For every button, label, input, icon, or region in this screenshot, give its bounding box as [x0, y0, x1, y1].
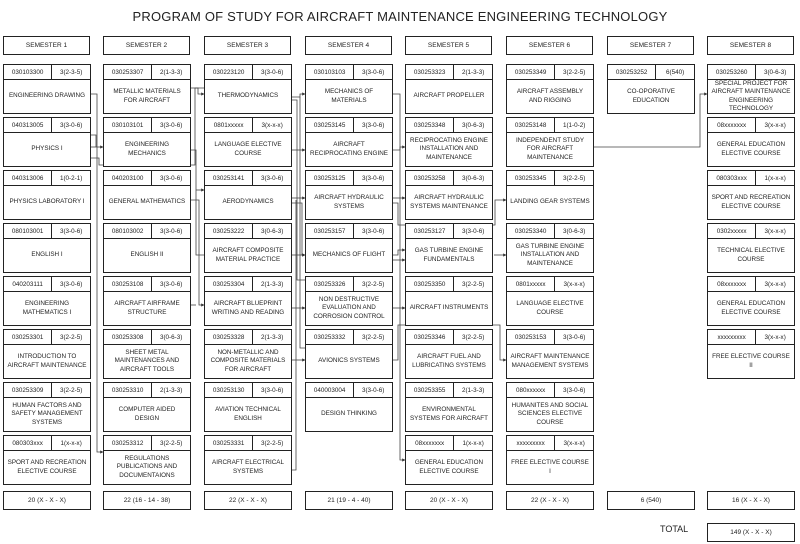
- course-code: 030253350: [406, 277, 454, 291]
- course-header: [406, 65, 492, 80]
- course-card: [204, 223, 292, 273]
- course-card: [506, 170, 594, 220]
- course-credits: 3(x-x-x): [261, 121, 283, 129]
- course-credits: 3(3-0-6): [361, 227, 385, 235]
- course-card: [506, 223, 594, 273]
- course-card: [506, 435, 594, 485]
- course-credits: 1(0-2-1): [59, 174, 83, 182]
- course-credits: 3(2-3-5): [59, 68, 83, 76]
- course-code: 040313005: [4, 118, 52, 132]
- course-card: [506, 329, 594, 379]
- course-header: [708, 118, 794, 133]
- course-name: GAS TURBINE ENGINE INSTALLATION AND MAINTENANCE: [515, 242, 585, 267]
- course-credits: 3(3-0-6): [562, 386, 586, 394]
- course-credits: 3(3-0-6): [461, 227, 485, 235]
- course-name: INTRODUCTION TO AIRCRAFT MAINTENANCE: [7, 353, 87, 369]
- semester-4-header: SEMESTER 4: [305, 36, 392, 55]
- course-header: [104, 65, 190, 80]
- course-name: AIRCRAFT ELECTRICAL SYSTEMS: [212, 459, 284, 475]
- course-name: LANDING GEAR SYSTEMS: [510, 198, 590, 206]
- course-name: AIRCRAFT HYDRAULIC SYSTEMS MAINTENANCE: [410, 194, 488, 210]
- course-name: FREE ELECTIVE COURSE II: [712, 353, 790, 369]
- course-code: 030253310: [104, 383, 152, 397]
- course-credits: 3(3-0-6): [159, 227, 183, 235]
- course-name: PHYSICS LABORATORY I: [9, 198, 85, 206]
- course-header: [205, 330, 291, 345]
- course-credits: 3(2-2-5): [159, 439, 183, 447]
- course-name: AERODYNAMICS: [222, 198, 274, 206]
- course-card: [506, 64, 594, 114]
- course-card: [405, 117, 493, 167]
- course-name: ENGINEERING MECHANICS: [124, 141, 170, 157]
- course-header: [104, 171, 190, 186]
- course-code: 030253108: [104, 277, 152, 291]
- course-code: xxxxxxxxx: [708, 330, 756, 344]
- course-code: 030253346: [406, 330, 454, 344]
- course-card: [305, 117, 393, 167]
- course-code: 0801xxxxx: [507, 277, 555, 291]
- course-card: [103, 276, 191, 326]
- course-credits: 3(3-0-6): [159, 174, 183, 182]
- course-header: [4, 436, 90, 451]
- course-card: [405, 435, 493, 485]
- course-code: 030103101: [104, 118, 152, 132]
- course-name: MECHANICS OF MATERIALS: [324, 88, 374, 104]
- grand-total-label: TOTAL: [660, 524, 689, 534]
- course-code: 040003004: [306, 383, 354, 397]
- course-credits: 3(3-0-6): [260, 174, 284, 182]
- course-card: [405, 170, 493, 220]
- course-credits: 3(2-2-5): [461, 280, 485, 288]
- course-header: [104, 224, 190, 239]
- course-credits: 3(x-x-x): [764, 333, 786, 341]
- course-code: 030253260: [708, 65, 756, 79]
- course-credits: 3(0-6-3): [461, 174, 485, 182]
- course-credits: 1(x-x-x): [462, 439, 484, 447]
- course-credits: 3(x-x-x): [764, 227, 786, 235]
- course-credits: 3(2-2-5): [361, 333, 385, 341]
- course-credits: 6(540): [666, 68, 685, 76]
- course-header: [406, 171, 492, 186]
- semester-8-total: 16 (X - X - X): [707, 491, 795, 510]
- course-header: [406, 224, 492, 239]
- course-header: [708, 224, 794, 239]
- course-header: [507, 118, 593, 133]
- course-header: [708, 330, 794, 345]
- semester-2-header: SEMESTER 2: [103, 36, 190, 55]
- semester-8-header: SEMESTER 8: [707, 36, 794, 55]
- course-card: [103, 382, 191, 432]
- course-code: 030253157: [306, 224, 354, 238]
- course-header: [4, 118, 90, 133]
- course-credits: 3(0-6-3): [562, 227, 586, 235]
- course-card: [3, 382, 91, 432]
- course-header: [507, 436, 593, 451]
- course-card: [103, 64, 191, 114]
- course-code: 030253141: [205, 171, 253, 185]
- course-name: AIRCRAFT BLUEPRINT WRITING AND READING: [211, 300, 285, 316]
- course-code: 080303xxx: [4, 436, 52, 450]
- course-card: [405, 329, 493, 379]
- course-card: [103, 223, 191, 273]
- course-header: [205, 224, 291, 239]
- course-header: [306, 224, 392, 239]
- course-card: [103, 329, 191, 379]
- course-header: [708, 171, 794, 186]
- course-card: [103, 435, 191, 485]
- course-credits: 3(3-0-6): [159, 280, 183, 288]
- course-code: 080103001: [4, 224, 52, 238]
- course-code: xxxxxxxxx: [507, 436, 555, 450]
- course-header: [306, 277, 392, 292]
- course-card: [707, 117, 795, 167]
- course-name: AIRCRAFT COMPOSITE MATERIAL PRACTICE: [212, 247, 284, 263]
- course-credits: 3(3-0-6): [562, 333, 586, 341]
- course-credits: 3(x-x-x): [563, 280, 585, 288]
- course-card: [204, 329, 292, 379]
- course-name: CO-OPORATIVE EDUCATION: [627, 88, 675, 104]
- course-header: [507, 383, 593, 398]
- course-card: [607, 64, 695, 114]
- course-card: [103, 117, 191, 167]
- course-card: [3, 117, 91, 167]
- course-credits: 3(3-0-6): [361, 386, 385, 394]
- course-name: ENVIRONMENTAL SYSTEMS FOR AIRCRAFT: [409, 406, 489, 422]
- page-title: PROGRAM OF STUDY FOR AIRCRAFT MAINTENANCE ENGINEERING TECHNOLOGY: [132, 9, 668, 24]
- course-header: [708, 277, 794, 292]
- course-card: [204, 435, 292, 485]
- course-credits: 3(2-2-5): [361, 280, 385, 288]
- course-name: LANGUAGE ELECTIVE COURSE: [516, 300, 584, 316]
- course-code: 030223120: [205, 65, 253, 79]
- course-name: NON DESTRUCTIVE EVALUATION AND CORROSION CONTROL: [313, 295, 385, 320]
- course-code: 030253127: [406, 224, 454, 238]
- course-code: 030253312: [104, 436, 152, 450]
- course-card: [305, 170, 393, 220]
- course-code: 080303xxx: [708, 171, 756, 185]
- course-credits: 3(x-x-x): [563, 439, 585, 447]
- course-code: 030103103: [306, 65, 354, 79]
- course-card: [3, 170, 91, 220]
- course-code: 030253345: [507, 171, 555, 185]
- course-name: AIRCRAFT RECIPROCATING ENGINE: [310, 141, 388, 157]
- course-name: COMPUTER AIDED DESIGN: [118, 406, 176, 422]
- course-code: 0801xxxxx: [205, 118, 253, 132]
- course-name: PHYSICS I: [31, 145, 63, 153]
- course-code: 030253340: [507, 224, 555, 238]
- course-card: [3, 329, 91, 379]
- semester-2-total: 22 (16 - 14 - 38): [103, 491, 191, 510]
- course-card: [405, 276, 493, 326]
- course-header: [306, 383, 392, 398]
- course-header: [4, 330, 90, 345]
- semester-4-total: 21 (19 - 4 - 40): [305, 491, 393, 510]
- course-card: [3, 276, 91, 326]
- course-name: ENGLISH I: [31, 251, 63, 259]
- course-credits: 3(3-0-6): [361, 121, 385, 129]
- course-name: SHEET METAL MAINTENANCES AND AIRCRAFT TOOLS: [114, 348, 180, 373]
- course-header: [507, 224, 593, 239]
- course-name: AVIONICS SYSTEMS: [318, 357, 380, 365]
- course-code: 080xxxxxx: [507, 383, 555, 397]
- course-credits: 2(1-3-3): [159, 386, 183, 394]
- course-name: NON-METALLIC AND COMPOSITE MATERIALS FOR AIRCRAFT: [210, 348, 286, 373]
- grand-total-value: 149 (X - X - X): [707, 523, 795, 542]
- course-name: AIRCRAFT ASSEMBLY AND RIGGING: [516, 88, 584, 104]
- course-code: 030253355: [406, 383, 454, 397]
- course-credits: 3(3-0-6): [361, 174, 385, 182]
- course-header: [708, 65, 794, 80]
- course-name: AVIATION TECHNICAL ENGLISH: [215, 406, 281, 422]
- course-card: [707, 170, 795, 220]
- course-header: [205, 118, 291, 133]
- course-header: [306, 118, 392, 133]
- course-header: [104, 277, 190, 292]
- semester-7-header: SEMESTER 7: [607, 36, 694, 55]
- course-header: [507, 65, 593, 80]
- course-card: [3, 435, 91, 485]
- course-code: 0302xxxxx: [708, 224, 756, 238]
- course-header: [406, 330, 492, 345]
- course-header: [4, 383, 90, 398]
- course-name: AIRCRAFT FUEL AND LUBRICATING SYSTEMS: [412, 353, 486, 369]
- semester-7-total: 6 (540): [607, 491, 695, 510]
- course-header: [306, 171, 392, 186]
- course-card: [305, 382, 393, 432]
- course-header: [4, 224, 90, 239]
- course-card: [305, 276, 393, 326]
- course-name: SPORT AND RECREATION ELECTIVE COURSE: [711, 194, 791, 210]
- course-credits: 3(2-2-5): [461, 333, 485, 341]
- course-header: [306, 330, 392, 345]
- course-code: 040203111: [4, 277, 52, 291]
- course-code: 030253328: [205, 330, 253, 344]
- course-card: [204, 170, 292, 220]
- course-header: [406, 118, 492, 133]
- course-card: [707, 64, 795, 114]
- semester-3-total: 22 (X - X - X): [204, 491, 292, 510]
- course-code: 030253125: [306, 171, 354, 185]
- course-card: [305, 329, 393, 379]
- course-name: DESIGN THINKING: [321, 410, 377, 418]
- semester-1-header: SEMESTER 1: [3, 36, 90, 55]
- course-name: AIRCRAFT MAINTENANCE MANAGEMENT SYSTEMS: [510, 353, 590, 369]
- course-code: 08xxxxxxx: [708, 277, 756, 291]
- course-code: 030253331: [205, 436, 253, 450]
- course-header: [4, 65, 90, 80]
- course-credits: 3(0-6-3): [260, 227, 284, 235]
- course-header: [104, 330, 190, 345]
- course-code: 030253348: [406, 118, 454, 132]
- course-code: 030253148: [507, 118, 555, 132]
- course-name: ENGINEERING DRAWING: [8, 92, 86, 100]
- course-credits: 3(2-2-5): [562, 174, 586, 182]
- course-code: 030253304: [205, 277, 253, 291]
- course-code: 030253258: [406, 171, 454, 185]
- course-credits: 3(0-6-3): [461, 121, 485, 129]
- course-credits: 2(1-3-3): [461, 386, 485, 394]
- course-header: [205, 383, 291, 398]
- course-name: SPECIAL PROJECT FOR AIRCRAFT MAINTENANCE ENGINEERING TECHNOLOGY: [711, 79, 791, 112]
- semester-6-header: SEMESTER 6: [506, 36, 593, 55]
- course-name: AIRCRAFT PROPELLER: [413, 92, 485, 100]
- course-name: INDEPENDENT STUDY FOR AIRCRAFT MAINTENANCE: [515, 136, 585, 161]
- course-credits: 3(2-2-5): [59, 333, 83, 341]
- course-name: AIRCRAFT AIRFRAME STRUCTURE: [114, 300, 180, 316]
- course-name: THERMODYNAMICS: [217, 92, 279, 100]
- course-credits: 3(3-0-6): [361, 68, 385, 76]
- semester-5-header: SEMESTER 5: [405, 36, 492, 55]
- course-code: 030253309: [4, 383, 52, 397]
- course-header: [507, 171, 593, 186]
- course-credits: 3(3-0-6): [159, 121, 183, 129]
- course-name: TECHNICAL ELECTIVE COURSE: [717, 247, 785, 263]
- course-header: [406, 277, 492, 292]
- course-code: 030253323: [406, 65, 454, 79]
- course-name: ENGLISH II: [130, 251, 164, 259]
- course-header: [4, 171, 90, 186]
- course-header: [406, 383, 492, 398]
- course-name: AIRCRAFT INSTRUMENTS: [409, 304, 489, 312]
- course-credits: 3(3-0-6): [59, 280, 83, 288]
- course-name: GAS TURBINE ENGINE FUNDAMENTALS: [414, 247, 484, 263]
- course-code: 030253222: [205, 224, 253, 238]
- course-name: GENERAL EDUCATION ELECTIVE COURSE: [414, 459, 484, 475]
- course-card: [506, 382, 594, 432]
- course-credits: 2(1-3-3): [461, 68, 485, 76]
- course-header: [205, 65, 291, 80]
- course-credits: 3(2-2-5): [59, 386, 83, 394]
- course-code: 030103300: [4, 65, 52, 79]
- semester-3-header: SEMESTER 3: [204, 36, 291, 55]
- course-card: [3, 223, 91, 273]
- course-name: GENERAL EDUCATION ELECTIVE COURSE: [716, 141, 786, 157]
- course-card: [204, 117, 292, 167]
- course-card: [305, 64, 393, 114]
- course-code: 030253153: [507, 330, 555, 344]
- course-code: 030253307: [104, 65, 152, 79]
- course-header: [205, 277, 291, 292]
- course-header: [104, 118, 190, 133]
- course-header: [306, 65, 392, 80]
- course-card: [707, 329, 795, 379]
- course-card: [405, 64, 493, 114]
- course-code: 030253308: [104, 330, 152, 344]
- course-code: 040313006: [4, 171, 52, 185]
- course-credits: 3(2-2-5): [562, 68, 586, 76]
- course-credits: 3(2-2-5): [260, 439, 284, 447]
- course-name: ENGINEERING MATHEMATICS I: [22, 300, 72, 316]
- course-name: HUMANITES AND SOCIAL SCIENCES ELECTIVE COURSE: [511, 401, 589, 426]
- course-code: 030253332: [306, 330, 354, 344]
- course-card: [305, 223, 393, 273]
- semester-6-total: 22 (X - X - X): [506, 491, 594, 510]
- course-card: [103, 170, 191, 220]
- course-credits: 3(3-0-6): [260, 68, 284, 76]
- course-header: [507, 330, 593, 345]
- course-header: [104, 436, 190, 451]
- course-card: [405, 382, 493, 432]
- course-name: METALLIC MATERIALS FOR AIRCRAFT: [113, 88, 181, 104]
- course-card: [707, 223, 795, 273]
- course-credits: 1(1-0-2): [562, 121, 586, 129]
- course-credits: 3(0-6-3): [763, 68, 787, 76]
- course-name: MECHANICS OF FLIGHT: [312, 251, 386, 259]
- course-code: 080103002: [104, 224, 152, 238]
- course-credits: 2(1-3-3): [260, 333, 284, 341]
- course-card: [3, 64, 91, 114]
- course-name: LANGUAGE ELECTIVE COURSE: [214, 141, 282, 157]
- course-header: [507, 277, 593, 292]
- course-name: RECIPROCATING ENGINE INSTALLATION AND MAINTENANCE: [410, 136, 488, 161]
- course-name: GENERAL MATHEMATICS: [108, 198, 186, 206]
- course-card: [405, 223, 493, 273]
- course-name: FREE ELECTIVE COURSE I: [511, 459, 589, 475]
- course-credits: 1(x-x-x): [60, 439, 82, 447]
- course-credits: 1(x-x-x): [764, 174, 786, 182]
- course-code: 030253130: [205, 383, 253, 397]
- course-header: [104, 383, 190, 398]
- course-credits: 3(0-6-3): [159, 333, 183, 341]
- course-header: [406, 436, 492, 451]
- course-header: [205, 436, 291, 451]
- course-card: [204, 382, 292, 432]
- course-code: 030253326: [306, 277, 354, 291]
- course-code: 08xxxxxxx: [708, 118, 756, 132]
- course-credits: 3(x-x-x): [764, 121, 786, 129]
- course-name: REGULATIONS PUBLICATIONS AND DOCUMENTAIONS: [116, 454, 178, 479]
- course-credits: 3(x-x-x): [764, 280, 786, 288]
- course-card: [707, 276, 795, 326]
- course-code: 030253301: [4, 330, 52, 344]
- course-card: [506, 117, 594, 167]
- course-card: [506, 276, 594, 326]
- semester-5-total: 20 (X - X - X): [405, 491, 493, 510]
- course-card: [204, 276, 292, 326]
- course-code: 030253349: [507, 65, 555, 79]
- course-code: 030253252: [608, 65, 656, 79]
- course-name: HUMAN FACTORS AND SAFETY MANAGEMENT SYSTEMS: [11, 401, 83, 426]
- course-code: 08xxxxxxx: [406, 436, 454, 450]
- course-name: GENERAL EDUCATION ELECTIVE COURSE: [716, 300, 786, 316]
- course-credits: 3(3-0-6): [260, 386, 284, 394]
- course-credits: 3(3-0-6): [59, 227, 83, 235]
- course-header: [608, 65, 694, 80]
- course-credits: 2(1-3-3): [260, 280, 284, 288]
- course-credits: 2(1-3-3): [159, 68, 183, 76]
- course-header: [205, 171, 291, 186]
- course-header: [4, 277, 90, 292]
- semester-1-total: 20 (X - X - X): [3, 491, 91, 510]
- course-code: 040203100: [104, 171, 152, 185]
- course-credits: 3(3-0-6): [59, 121, 83, 129]
- course-name: SPORT AND RECREATION ELECTIVE COURSE: [7, 459, 87, 475]
- course-name: AIRCRAFT HYDRAULIC SYSTEMS: [314, 194, 384, 210]
- course-code: 030253145: [306, 118, 354, 132]
- course-card: [204, 64, 292, 114]
